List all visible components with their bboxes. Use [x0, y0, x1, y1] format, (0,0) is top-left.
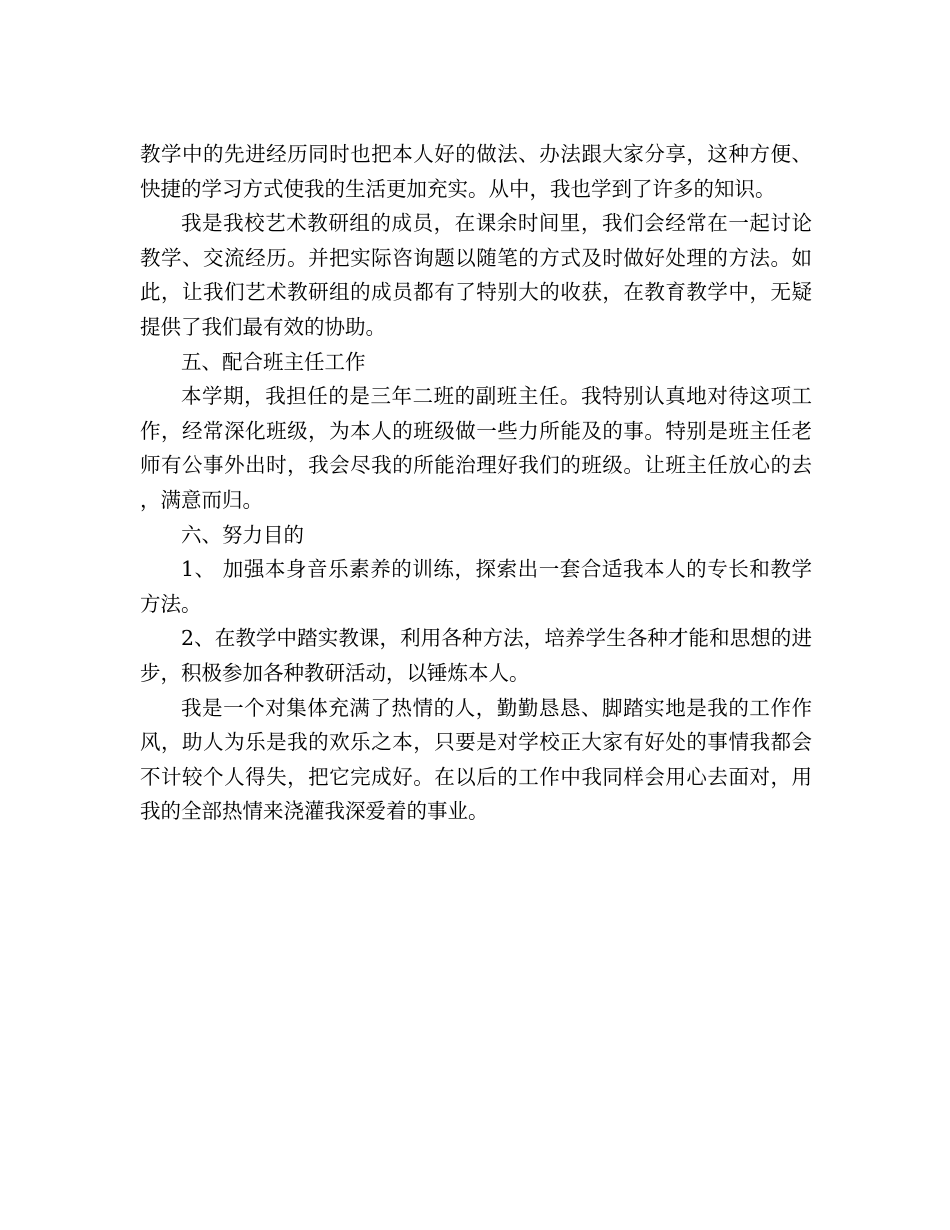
section-heading-class-teacher: 五、配合班主任工作: [181, 349, 366, 374]
paragraph-conclusion: 我是一个对集体充满了热情的人，勤勤恳恳、脚踏实地是我的工作作风，助人为乐是我的欢乐之本，只要是对学校正大家有好处的事情我都会不计较个人得失，把它完成好。在以后的工作中我同样会用心去面对，用我的全部热情来浇灌我深爱着的事业。: [140, 695, 812, 824]
section-heading-goals: 六、努力目的: [181, 522, 304, 547]
document-body: [140, 137, 812, 829]
goal-item-1: 1、 加强本身音乐素养的训练，探索出一套合适我本人的专长和教学方法。: [140, 557, 812, 616]
paragraph-continued-teaching: 教学中的先进经历同时也把本人好的做法、办法跟大家分享，这种方便、快捷的学习方式使我的生活更加充实。从中，我也学到了许多的知识。: [140, 142, 812, 201]
paragraph-art-research-group: 我是我校艺术教研组的成员，在课余时间里，我们会经常在一起讨论教学、交流经历。并把实际咨询题以随笔的方式及时做好处理的方法。如此，让我们艺术教研组的成员都有了特别大的收获，在教育教学中，无疑提供了我们最有效的协助。: [140, 211, 812, 339]
goal-item-2: 2、在教学中踏实教课，利用各种方法，培养学生各种才能和思想的进步，积极参加各种教研活动，以锤炼本人。: [140, 626, 812, 685]
paragraph-class-teacher-work: 本学期，我担任的是三年二班的副班主任。我特别认真地对待这项工作，经常深化班级，为本人的班级做一些力所能及的事。特别是班主任老师有公事外出时，我会尽我的所能治理好我们的班级。让班主任放心的去，满意而归。: [140, 384, 812, 512]
